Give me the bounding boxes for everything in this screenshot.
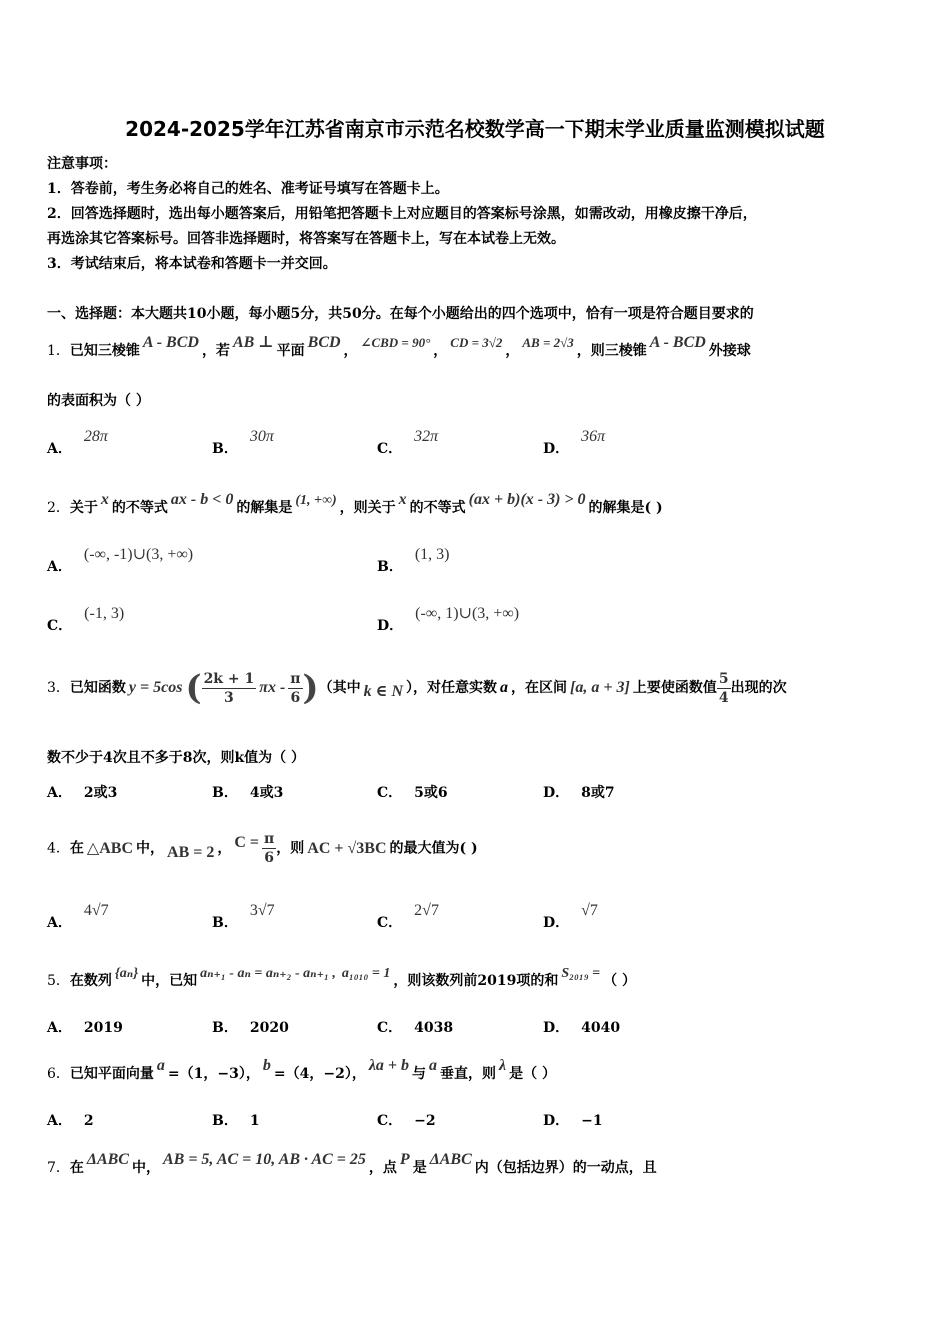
option-b: B． 4或3	[212, 785, 284, 801]
notice-item: 再选涂其它答案标号。回答非选择题时，将答案写在答题卡上，写在本试卷上无效。	[47, 231, 565, 247]
q-math: A - BCD	[142, 334, 199, 351]
question-3: 3．已知函数 y = 5cos( $\frac{2k + 1}{3}$ πx - $\frac{\pi}{6}$ )（其中 k ∈ N ），对任意实数 a ，在区间 [a, a + 3] 上要使函数值 $\frac{5}{4}$ 出现的次	[47, 668, 787, 708]
q-math: A - BCD	[649, 334, 706, 351]
option-c: C．2√7	[377, 902, 439, 931]
question-6: 6．已知平面向量 a =（1，−3）， b =（4，−2）， λa + b 与 a 垂直，则 λ 是（ ）	[47, 1057, 557, 1082]
option-d: D．√7	[543, 902, 598, 931]
option-b: B． 2020	[212, 1020, 289, 1036]
notice-item: 3．考试结束后，将本试卷和答题卡一并交回。	[47, 256, 337, 272]
question-1-cont: 的表面积为（ ）	[47, 393, 150, 409]
question-4: 4．在 △ABC 中， AB = 2 ， C = $\frac{\pi}{6}$ ，则 AC + √3BC 的最大值为( )	[47, 831, 478, 866]
q-math: AB ⊥	[232, 334, 274, 351]
question-5: 5．在数列 {aₙ} 中，已知 aₙ₊₁ - aₙ = aₙ₊₂ - aₙ₊₁ , a₁₀₁₀ = 1 ，则该数列前2019项的和 S₂₀₁₉ = （ ）	[47, 966, 637, 989]
option-c: C． 4038	[377, 1020, 454, 1036]
option-d: D． 8或7	[543, 785, 615, 801]
notice-item: 2．回答选择题时，选出每小题答案后，用铅笔把答题卡上对应题目的答案标号涂黑，如需改动，用橡皮擦干净后，	[47, 206, 757, 222]
q-math: AB = 2√3	[522, 335, 574, 350]
q-math: CD = 3√2	[450, 335, 503, 350]
section-heading: 一、选择题：本大题共10小题，每小题5分，共50分。在每个小题给出的四个选项中，恰有一项是符合题目要求的	[47, 306, 754, 322]
q-math: BCD	[307, 334, 341, 351]
option-c: C．32π	[377, 428, 439, 457]
q-text: ，若	[201, 343, 230, 359]
option-a: A．4√7	[47, 902, 109, 931]
question-number: 7．	[47, 1160, 70, 1176]
option-a: A．28π	[47, 428, 108, 457]
question-number: 1．	[47, 343, 70, 359]
option-a: A． 2019	[47, 1020, 123, 1036]
option-d: D． 4040	[543, 1020, 621, 1036]
option-c: C． 5或6	[377, 785, 448, 801]
option-b: B．30π	[212, 428, 274, 457]
question-3-cont: 数不少于4次且不多于8次，则k值为（ ）	[47, 750, 306, 766]
option-c: C．(-1, 3)	[47, 605, 125, 634]
question-1: 1．已知三棱锥 A - BCD ，若 AB ⊥ 平面 BCD ，∠CBD = 90°，CD = 3√2，AB = 2√3，则三棱锥 A - BCD 外接球	[47, 334, 751, 359]
option-c: C． −2	[377, 1113, 436, 1129]
question-7: 7．在 ΔABC 中， AB = 5, AC = 10, AB · AC = 25 ，点 P 是 ΔABC 内（包括边界）的一动点，且	[47, 1151, 657, 1176]
q-text: 外接球	[708, 343, 751, 359]
option-b: B．(1, 3)	[377, 546, 450, 575]
question-number: 3．	[47, 680, 70, 696]
question-2: 2．关于 x 的不等式 ax - b < 0 的解集是 (1, +∞) ，则关于 x 的不等式 (ax + b)(x - 3) > 0 的解集是( )	[47, 491, 663, 516]
option-a: A． 2或3	[47, 785, 118, 801]
notice-item: 1．答卷前，考生务必将自己的姓名、准考证号填写在答题卡上。	[47, 181, 449, 197]
notice-heading: 注意事项：	[47, 156, 117, 172]
q-text: ，则三棱锥	[576, 343, 647, 359]
question-number: 4．	[47, 840, 70, 857]
question-number: 6．	[47, 1066, 70, 1082]
option-b: B． 1	[212, 1113, 260, 1129]
option-b: B．3√7	[212, 902, 275, 931]
page-title: 2024-2025学年江苏省南京市示范名校数学高一下期末学业质量监测模拟试题	[125, 117, 825, 141]
option-d: D．(-∞, 1)∪(3, +∞)	[377, 605, 520, 634]
question-number: 2．	[47, 500, 70, 516]
option-a: A． 2	[47, 1113, 94, 1129]
question-number: 5．	[47, 973, 70, 989]
q-text: 已知三棱锥	[69, 343, 140, 359]
option-a: A．(-∞, -1)∪(3, +∞)	[47, 546, 194, 575]
option-d: D．36π	[543, 428, 606, 457]
q-text: 平面	[276, 343, 305, 359]
q-math: ∠CBD = 90°	[360, 335, 431, 350]
option-d: D． −1	[543, 1113, 603, 1129]
